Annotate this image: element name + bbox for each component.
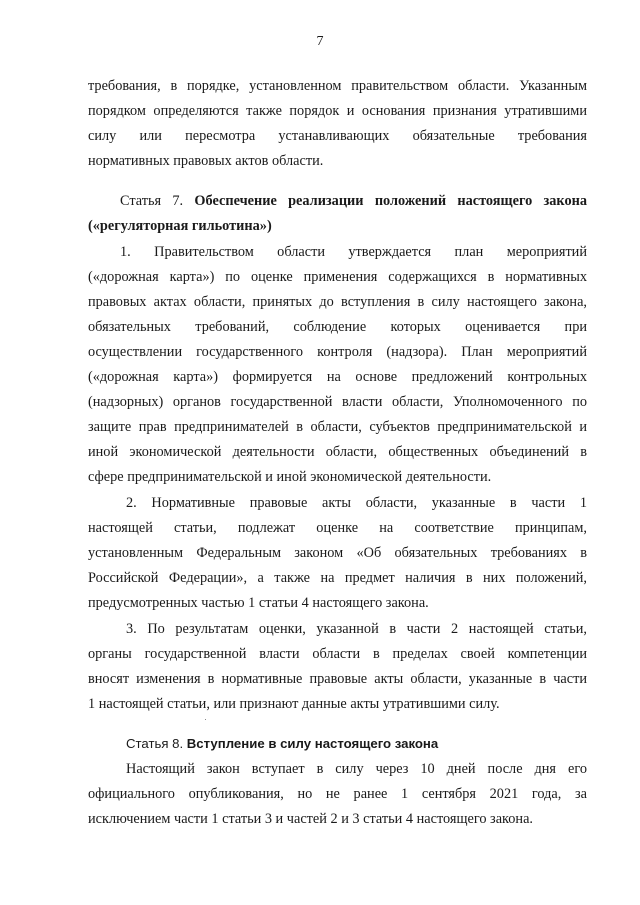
text-line: настоящей статьи, подлежат оценке на соответствие принципам,	[88, 520, 587, 536]
article-7-title: Обеспечение реализации положений настоящего закона	[194, 193, 587, 209]
text-line: 1 настоящей статьи, или признают данные акты утратившими силу.	[88, 696, 500, 712]
text-line: официального опубликования, но не ранее 1 сентября 2021 года, за	[88, 786, 587, 802]
text-line: («дорожная карта») по оценке применения содержащихся в нормативных	[88, 269, 587, 285]
article-7-title-continued: («регуляторная гильотина»)	[88, 218, 272, 234]
text-line: обязательных требований, соблюдение которых оценивается при	[88, 319, 587, 335]
article-8-prefix: Статья 8.	[126, 736, 184, 751]
text-line: защите прав предпринимателей в области, субъектов предпринимательской и	[88, 419, 587, 435]
text-line: 2. Нормативные правовые акты области, указанные в части 1	[126, 495, 587, 511]
article-7-heading-line	[120, 192, 587, 210]
text-line: органы государственной власти области в пределах своей компетенции	[88, 646, 587, 662]
text-line: порядком определяются также порядок и основания признания утратившими	[88, 103, 587, 119]
text-line: нормативных правовых актов области.	[88, 153, 324, 169]
text-line: иной экономической деятельности области, общественных объединений в	[88, 444, 587, 460]
text-line: силу или пересмотра устанавливающих обязательные требования	[88, 128, 587, 144]
text-line: сфере предпринимательской и иной экономической деятельности.	[88, 469, 492, 485]
text-line: осуществлении государственного контроля (надзора). План мероприятий	[88, 344, 587, 360]
text-line: Российской Федерации», а также на предмет наличия в них положений,	[88, 570, 587, 586]
text-line: Настоящий закон вступает в силу через 10 дней после дня его	[126, 761, 587, 777]
text-line: установленным Федеральным законом «Об обязательных требованиях в	[88, 545, 587, 561]
article-8-heading	[126, 735, 587, 753]
text-line: вносят изменения в нормативные правовые акты области, указанные в части	[88, 671, 587, 687]
article-7-prefix: Статья 7.	[120, 193, 184, 209]
text-line: 1. Правительством области утверждается план мероприятий	[120, 244, 587, 260]
article-8-title: Вступление в силу настоящего закона	[186, 736, 439, 751]
text-line: исключением части 1 статьи 3 и частей 2 и 3 статьи 4 настоящего закона.	[88, 811, 533, 827]
text-line: предусмотренных частью 1 статьи 4 настоящего закона.	[88, 595, 429, 611]
text-line: (надзорных) органов государственной власти области, Уполномоченного по	[88, 394, 587, 410]
text-line: 3. По результатам оценки, указанной в части 2 настоящей статьи,	[126, 621, 587, 637]
page-number: 7	[316, 34, 324, 49]
text-line: правовых актах области, принятых до вступления в силу настоящего закона,	[88, 294, 587, 310]
text-line: требования, в порядке, установленном правительством области. Указанным	[88, 78, 587, 94]
text-line: («дорожная карта») формируется на основе предложений контрольных	[88, 369, 587, 385]
scan-speck	[205, 719, 206, 720]
